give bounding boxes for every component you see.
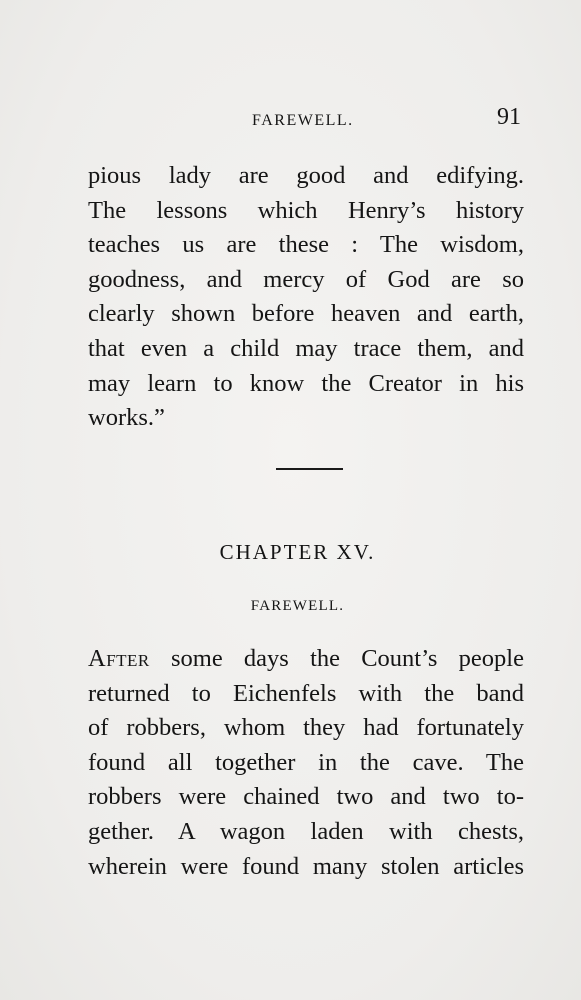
chapter-title: CHAPTER XV. — [219, 540, 376, 564]
text-line: pious lady are good and edifying. — [88, 162, 524, 189]
text-line: clearly shown before heaven and earth, — [88, 300, 524, 328]
first-line-rest: some days the Count’s people — [149, 645, 524, 672]
text-line: goodness, and mercy of God are so — [88, 265, 524, 293]
text-line: works.” — [88, 404, 165, 432]
text-line: of robbers, whom they had fortunately — [88, 714, 524, 742]
text-line-first — [88, 642, 524, 677]
text-line: teaches us are these : The wisdom, — [88, 231, 524, 259]
text-line: may learn to know the Creator in his — [88, 369, 524, 397]
text-line: robbers were chained two and two to- — [88, 783, 524, 811]
running-head: FAREWELL. — [252, 112, 354, 129]
drop-word: After — [88, 645, 150, 672]
section-divider — [276, 468, 343, 470]
chapter-subtitle: FAREWELL. — [250, 598, 345, 614]
paragraph-top — [88, 159, 524, 436]
text-line: returned to Eichenfels with the band — [88, 679, 524, 707]
page-number: 91 — [497, 104, 521, 130]
text-line: wherein were found many stolen articles — [88, 852, 524, 880]
text-line: The lessons which Henry’s history — [88, 196, 524, 224]
text-line: that even a child may trace them, and — [88, 334, 524, 362]
text-line: found all together in the cave. The — [88, 748, 524, 776]
paragraph-bottom — [88, 642, 524, 884]
text-line: gether. A wagon laden with chests, — [88, 817, 524, 845]
